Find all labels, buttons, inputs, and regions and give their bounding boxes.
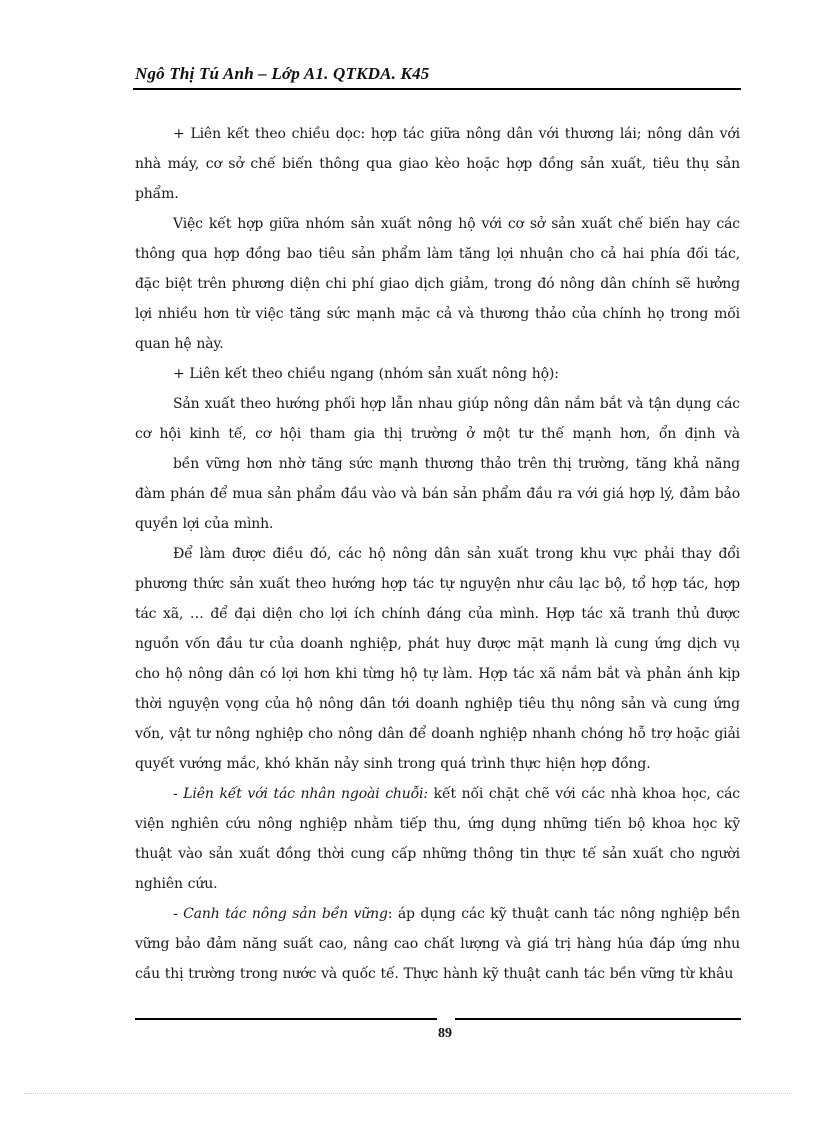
paragraph-vertical-linkage: + Liên kết theo chiều dọc: hợp tác giữa nông dân với thương lái; nông dân với nhà máy, cơ sở chế biến thông qua giao kèo hoặc hợp đồng sản xuất, tiêu thụ sản phẩm.: [135, 126, 740, 202]
paragraph-sustainable-strength: bền vững hơn nhờ tăng sức mạnh thương thảo trên thị trường, tăng khả năng đàm phán để mua sản phẩm đầu vào và bán sản phẩm đầu ra với giá hợp lý, đảm bảo quyền lợi của mình.: [135, 456, 740, 532]
paragraph-cooperatives: Để làm được điều đó, các hộ nông dân sản xuất trong khu vực phải thay đổi phương thức sản xuất theo hướng hợp tác tự nguyện như câu lạc bộ, tổ hợp tác, hợp tác xã, … để đại diện cho lợi ích chính đáng của mình. Hợp tác xã tranh thủ được nguồn vốn đầu tư của doanh nghiệp, phát huy được mặt mạnh là cung ứng dịch vụ cho hộ nông dân có lợi hơn khi từng hộ tự làm. Hợp tác xã nắm bắt và phản ánh kịp thời nguyện vọng của hộ nông dân tới doanh nghiệp tiêu thụ nông sản và cung ứng vốn, vật tư nông nghiệp cho nông dân để doanh nghiệp nhanh chóng hỗ trợ hoặc giải quyết vướng mắc, khó khăn nảy sinh trong quá trình thực hiện hợp đồng.: [135, 546, 740, 772]
footer-divider-left: [135, 1018, 437, 1020]
paragraph-sustainable-farming: [135, 899, 740, 989]
paragraph-outside-chain: [135, 779, 740, 899]
footer-divider-right: [455, 1018, 741, 1020]
sustainable-farming-text: : áp dụng các kỹ thuật canh tác nông nghiệp bền vững bảo đảm năng suất cao, nâng cao chất lượng và giá trị hàng húa đáp ứng nhu cầu thị trường trong nước và quốc tế. Thực hành kỹ thuật canh tác bền vững từ khâu: [135, 906, 740, 982]
page-header-title: Ngô Thị Tú Anh – Lớp A1. QTKDA. K45: [135, 64, 430, 83]
page-bottom-dotted-edge: [24, 1093, 792, 1094]
outside-chain-lead: - Liên kết với tác nhân ngoài chuỗi:: [173, 786, 428, 802]
outside-chain-text: kết nối chặt chẽ với các nhà khoa học, các viện nghiên cứu nông nghiệp nhằm tiếp thu, ứng dụng những tiến bộ khoa học kỹ thuật vào sản xuất đồng thời cung cấp những thông tin thực tế sản xuất cho người nghiên cứu.: [135, 786, 740, 892]
header-divider: [133, 88, 741, 90]
paragraph-horizontal-linkage: + Liên kết theo chiều ngang (nhóm sản xuất nông hộ):: [173, 366, 559, 382]
page-number: 89: [438, 1026, 452, 1041]
paragraph-coordination: Sản xuất theo hướng phối hợp lẫn nhau giúp nông dân nắm bắt và tận dụng các cơ hội kinh tế, cơ hội tham gia thị trường ở một tư thế mạnh hơn, ổn định và: [135, 396, 740, 442]
paragraph-farmer-groups-contracts: Việc kết hợp giữa nhóm sản xuất nông hộ với cơ sở sản xuất chế biến hay các thông qua hợp đồng bao tiêu sản phẩm làm tăng lợi nhuận cho cả hai phía đối tác, đặc biệt trên phương diện chi phí giao dịch giảm, trong đó nông dân chính sẽ hưởng lợi nhiều hơn từ việc tăng sức mạnh mặc cả và thương thảo của chính họ trong mối quan hệ này.: [135, 216, 740, 352]
document-body: [135, 119, 740, 989]
sustainable-farming-lead: - Canh tác nông sản bền vững: [173, 906, 388, 922]
